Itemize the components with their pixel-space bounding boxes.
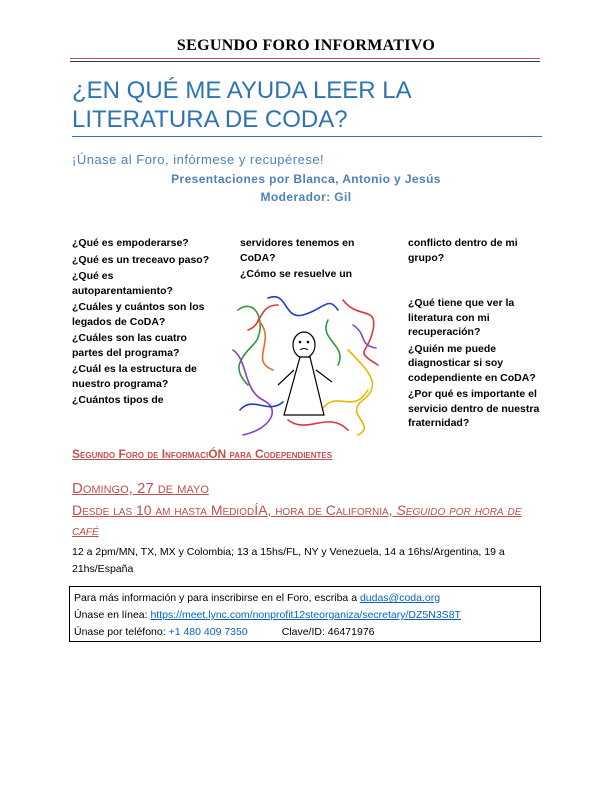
foro-title: Segundo Foro de InformaciÓN para Codependientes xyxy=(72,447,333,461)
question-item: ¿Cómo se resuelve un xyxy=(240,268,353,280)
question-item: ¿Cuáles y cuántos son los legados de CoDA? xyxy=(72,301,205,328)
question-item: ¿Cuál es la estructura de nuestro programa? xyxy=(72,363,197,390)
event-time xyxy=(72,500,532,540)
info-line-online xyxy=(74,607,536,624)
conference-id: Clave/ID: 46471976 xyxy=(281,626,375,638)
email-prefix: Para más información y para inscribirse en el Foro, escriba a xyxy=(74,592,360,604)
questions-column-1 xyxy=(72,236,212,410)
contact-info-box xyxy=(69,586,541,642)
online-prefix: Únase en línea: xyxy=(74,609,151,621)
question-item: ¿Qué tiene que ver la literatura con mi recuperación? xyxy=(408,297,515,338)
question-item: ¿Cuáles son las cuatro partes del programa? xyxy=(72,332,187,359)
info-line-phone xyxy=(74,624,536,641)
question-item: ¿Por qué es importante el servicio dentro de nuestra fraternidad? xyxy=(408,388,540,429)
tagline: ¡Únase al Foro, infórmese y recupérese! xyxy=(72,152,325,167)
question-item: ¿Cuántos tipos de xyxy=(72,394,164,406)
question-item: ¿Qué es un treceavo paso? xyxy=(72,253,210,266)
question-item: ¿Qué es autoparentamiento? xyxy=(72,270,173,297)
meeting-url-link[interactable]: https://meet.lync.com/nonprofit12steorganiza/secretary/DZ5N3S8T xyxy=(150,609,461,621)
presenters-line: Presentaciones por Blanca, Antonio y Jesús xyxy=(171,172,441,186)
questions-column-3-top xyxy=(408,236,543,265)
question-item: servidores tenemos en CoDA? xyxy=(240,237,355,264)
time-zone-schedule: 12 a 2pm/MN, TX, MX y Colombia; 13 a 15hs/FL, NY y Venezuela, 14 a 16hs/Argentina, 19 a 21hs/España xyxy=(72,546,505,575)
question-item: ¿Qué es empoderarse? xyxy=(72,237,189,249)
moderator-line: Moderador: Gil xyxy=(260,190,352,204)
questions-column-3 xyxy=(408,296,543,433)
email-link[interactable]: dudas@coda.org xyxy=(359,592,441,604)
question-item: ¿Quién me puede diagnosticar si soy codependiente en CoDA? xyxy=(408,342,536,384)
event-date: Domingo, 27 de mayo xyxy=(72,480,209,497)
title-divider xyxy=(72,136,542,137)
info-line-email xyxy=(74,590,536,607)
phone-prefix: Únase por teléfono: xyxy=(74,626,169,638)
confused-figure-illustration xyxy=(228,290,388,440)
phone-number[interactable]: +1 480 409 7350 xyxy=(168,626,248,638)
event-time-followup: Seguido por hora de café xyxy=(72,502,522,538)
page-header-title: SEGUNDO FORO INFORMATIVO xyxy=(176,37,436,54)
questions-column-2 xyxy=(240,236,380,284)
event-time-main: Desde las 10 am hasta MediodÍA, hora de California, xyxy=(72,502,397,518)
header-divider-red xyxy=(70,58,540,59)
question-item: conflicto dentro de mi grupo? xyxy=(408,237,518,264)
header-divider-navy xyxy=(70,61,540,62)
main-title: ¿EN QUÉ ME AYUDA LEER LA LITERATURA DE CODA? xyxy=(72,77,411,133)
